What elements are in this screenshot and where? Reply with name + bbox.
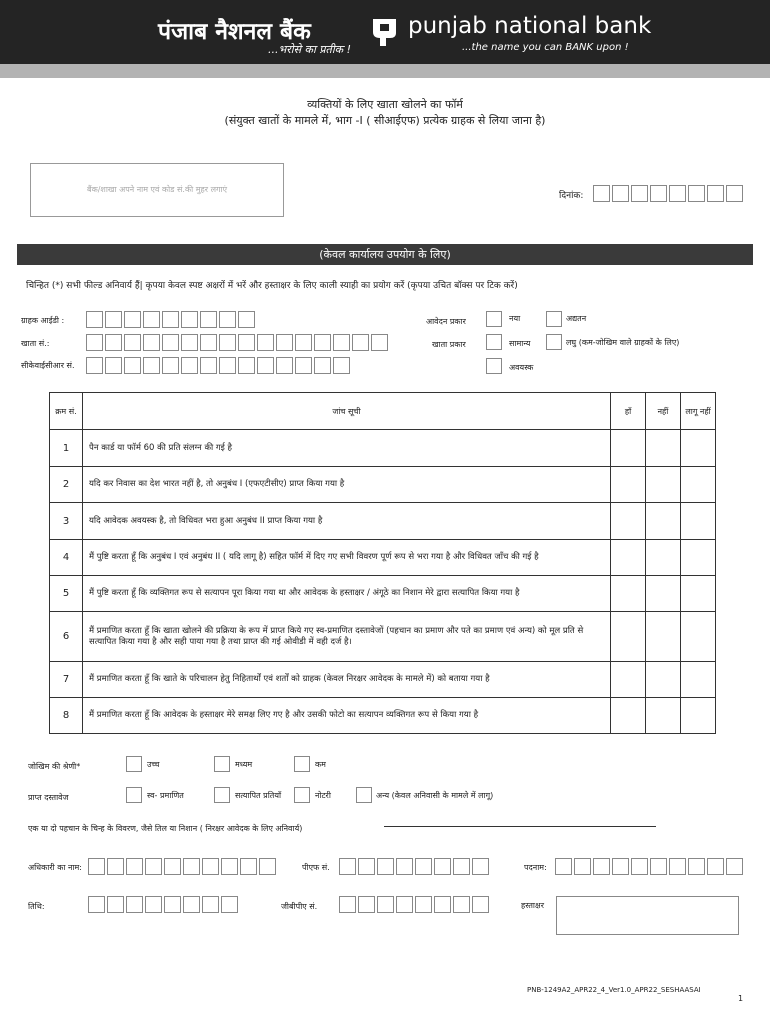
checkbox-minor[interactable]: [486, 358, 502, 374]
checkbox-self-attested[interactable]: [126, 787, 142, 803]
cell-na[interactable]: [681, 503, 716, 540]
checkbox-small[interactable]: [546, 334, 562, 350]
cell-na[interactable]: [681, 430, 716, 467]
gbpa-label: जीबीपीए सं.: [281, 902, 318, 911]
ckycr-boxes[interactable]: [86, 357, 350, 374]
application-type-label: आवेदन प्रकार: [426, 317, 466, 326]
cell-na[interactable]: [681, 540, 716, 576]
cell-no[interactable]: [646, 467, 681, 503]
checkbox-other[interactable]: [356, 787, 372, 803]
office-use-heading: (केवल कार्यालय उपयोग के लिए): [17, 244, 753, 265]
pf-label: पीएफ सं.: [302, 863, 330, 872]
option-new: नया: [509, 314, 521, 323]
cell-na[interactable]: [681, 662, 716, 698]
account-no-boxes[interactable]: [86, 334, 388, 351]
risk-high: उच्च: [147, 760, 160, 769]
table-row: [50, 430, 716, 467]
ckycr-label: सीकेवाईसीआर सं.: [21, 361, 75, 370]
row-text: मैं प्रमाणित करता हूँ कि खाता खोलने की प्रक्रिया के रूप में प्राप्त किये गए स्व-प्रमाणित दस्तावेजों (पहचान का प्रमाण और पते का प्रमाण एवं अन्य) को मूल प्रति से सत्यापित किया गया है और सही पाया गया है तथा प्राप्त की गई ओवीडी में वही दर्ज है।: [83, 612, 611, 662]
checkbox-risk-medium[interactable]: [214, 756, 230, 772]
table-row: [50, 612, 716, 662]
date-boxes[interactable]: [593, 185, 743, 202]
row-text: यदि कर निवास का देश भारत नहीं है, तो अनुबंध I (एफएटीसीए) प्राप्त किया गया है: [83, 467, 611, 503]
cell-na[interactable]: [681, 576, 716, 612]
checkbox-notary[interactable]: [294, 787, 310, 803]
checkbox-risk-high[interactable]: [126, 756, 142, 772]
cell-na[interactable]: [681, 467, 716, 503]
header-strip: [0, 64, 770, 78]
row-number: 1: [50, 430, 83, 467]
row-text: मैं प्रमाणित करता हूँ कि आवेदक के हस्ताक्षर मेरे समक्ष लिए गए है और उसकी फोटो का सत्यापन व्यक्तिगत रूप से किया गया है: [83, 698, 611, 734]
tagline-hindi: ...भरोसे का प्रतीक !: [268, 43, 352, 56]
doc-self-attested: स्व- प्रमाणित: [147, 791, 184, 800]
pnb-logo-icon: [370, 16, 400, 48]
row-text: पैन कार्ड या फॉर्म 60 की प्रति संलग्न की गई है: [83, 430, 611, 467]
row-text: मैं पुष्टि करता हूँ कि व्यक्तिगत रूप से सत्यापन पूरा किया गया था और आवेदक के हस्ताक्षर / अंगूठे का निशान मेरे द्वारा सत्यापित किया गया है: [83, 576, 611, 612]
officer-name-boxes[interactable]: [88, 858, 276, 875]
branch-stamp-box[interactable]: [30, 163, 284, 217]
doc-certified-copies: सत्यापित प्रतियाँ: [235, 791, 282, 800]
page-number: 1: [738, 994, 744, 1003]
bank-name-english: punjab national bank: [408, 13, 652, 39]
cell-no[interactable]: [646, 540, 681, 576]
table-row: [50, 698, 716, 734]
cell-yes[interactable]: [611, 612, 646, 662]
checkbox-normal[interactable]: [486, 334, 502, 350]
option-update: अद्यतन: [566, 314, 587, 323]
checklist-table: [49, 392, 716, 734]
cell-no[interactable]: [646, 612, 681, 662]
cell-yes[interactable]: [611, 540, 646, 576]
bank-name-hindi: पंजाब नैशनल बैंक: [158, 18, 311, 45]
cell-no[interactable]: [646, 576, 681, 612]
risk-label: जोखिम की श्रेणी*: [28, 762, 81, 771]
officer-date-label: तिथि:: [28, 902, 45, 911]
checkbox-update[interactable]: [546, 311, 562, 327]
row-text: मैं प्रमाणित करता हूँ कि खाते के परिचालन हेतु निहितार्थों एवं शर्तों को ग्राहक (केवल निरक्षर आवेदक के मामले में) को बताया गया है: [83, 662, 611, 698]
row-number: 4: [50, 540, 83, 576]
header-yes: हाँ: [611, 393, 646, 430]
form-subtitle: (संयुक्त खातों के मामले में, भाग -I ( सीआईएफ) प्रत्येक ग्राहक से लिया जाना है): [224, 114, 546, 127]
row-text: मैं पुष्टि करता हूँ कि अनुबंध I एवं अनुबंध II ( यदि लागू है) सहित फॉर्म में दिए गए सभी विवरण पूर्ण रूप से भरा गया है और विधिवत जाँच की गई है: [83, 540, 611, 576]
form-title: व्यक्तियों के लिए खाता खोलने का फॉर्म: [307, 98, 463, 111]
row-number: 3: [50, 503, 83, 540]
risk-medium: मध्यम: [235, 760, 253, 769]
cell-no[interactable]: [646, 430, 681, 467]
cell-no[interactable]: [646, 662, 681, 698]
cell-na[interactable]: [681, 612, 716, 662]
stamp-placeholder: बैंक/शाखा अपने नाम एवं कोड सं.की मुहर लगाएं: [87, 185, 227, 194]
row-number: 5: [50, 576, 83, 612]
header-item: जांच सूची: [83, 393, 611, 430]
date-label: दिनांक:: [559, 191, 584, 201]
option-normal: सामान्य: [509, 339, 531, 348]
cell-no[interactable]: [646, 503, 681, 540]
cell-yes[interactable]: [611, 430, 646, 467]
row-number: 8: [50, 698, 83, 734]
cell-yes[interactable]: [611, 698, 646, 734]
row-number: 6: [50, 612, 83, 662]
identification-mark-line[interactable]: [384, 826, 656, 827]
cell-no[interactable]: [646, 698, 681, 734]
checkbox-risk-low[interactable]: [294, 756, 310, 772]
table-header-row: [50, 393, 716, 430]
header-sno: क्रम सं.: [50, 393, 83, 430]
cell-na[interactable]: [681, 698, 716, 734]
row-number: 7: [50, 662, 83, 698]
pf-boxes[interactable]: [339, 858, 489, 875]
table-row: [50, 662, 716, 698]
table-row: [50, 540, 716, 576]
option-minor: अवयस्क: [509, 363, 534, 372]
header-no: नहीं: [646, 393, 681, 430]
documents-label: प्राप्त दस्तावेज: [28, 793, 69, 802]
doc-notary: नोटरी: [315, 791, 331, 800]
signature-label: हस्ताक्षर: [521, 901, 544, 910]
gbpa-boxes[interactable]: [339, 896, 489, 913]
officer-date-boxes[interactable]: [88, 896, 238, 913]
table-row: [50, 467, 716, 503]
header-na: लागू नहीं: [681, 393, 716, 430]
customer-id-label: ग्राहक आईडी :: [21, 316, 65, 325]
cell-yes[interactable]: [611, 503, 646, 540]
risk-low: कम: [315, 760, 326, 769]
instructions: चिन्हित (*) सभी फील्ड अनिवार्य हैं| कृपया केवल स्पष्ट अक्षरों में भरें और हस्ताक्षर के लिए काली स्याही का प्रयोग करें (कृपया उचित बॉक्स पर टिक करें): [26, 281, 518, 291]
form-code: PNB-1249A2_APR22_4_Ver1.0_APR22_SESHAASAI: [527, 986, 701, 994]
row-number: 2: [50, 467, 83, 503]
designation-label: पदनाम:: [524, 863, 547, 872]
option-small: लघु (कम-जोखिम वाले ग्राहकों के लिए): [566, 338, 680, 347]
customer-id-boxes[interactable]: [86, 311, 255, 328]
cell-yes[interactable]: [611, 467, 646, 503]
designation-boxes[interactable]: [555, 858, 743, 875]
account-no-label: खाता सं.:: [21, 339, 50, 348]
tagline-english: ...the name you can BANK upon !: [462, 42, 629, 53]
table-row: [50, 503, 716, 540]
signature-box[interactable]: [556, 896, 739, 935]
officer-name-label: अधिकारी का नाम:: [28, 863, 82, 872]
cell-yes[interactable]: [611, 662, 646, 698]
cell-yes[interactable]: [611, 576, 646, 612]
table-row: [50, 576, 716, 612]
checkbox-new[interactable]: [486, 311, 502, 327]
identification-mark-label: एक या दो पहचान के चिन्ह के विवरण, जैसे तिल या निशान ( निरक्षर आवेदक के लिए अनिवार्य): [28, 824, 303, 833]
account-type-label: खाता प्रकार: [432, 340, 466, 349]
row-text: यदि आवेदक अवयस्क है, तो विधिवत भरा हुआ अनुबंध II प्राप्त किया गया है: [83, 503, 611, 540]
checkbox-certified-copies[interactable]: [214, 787, 230, 803]
doc-other: अन्य (केवल अनिवासी के मामले में लागू): [376, 791, 494, 800]
